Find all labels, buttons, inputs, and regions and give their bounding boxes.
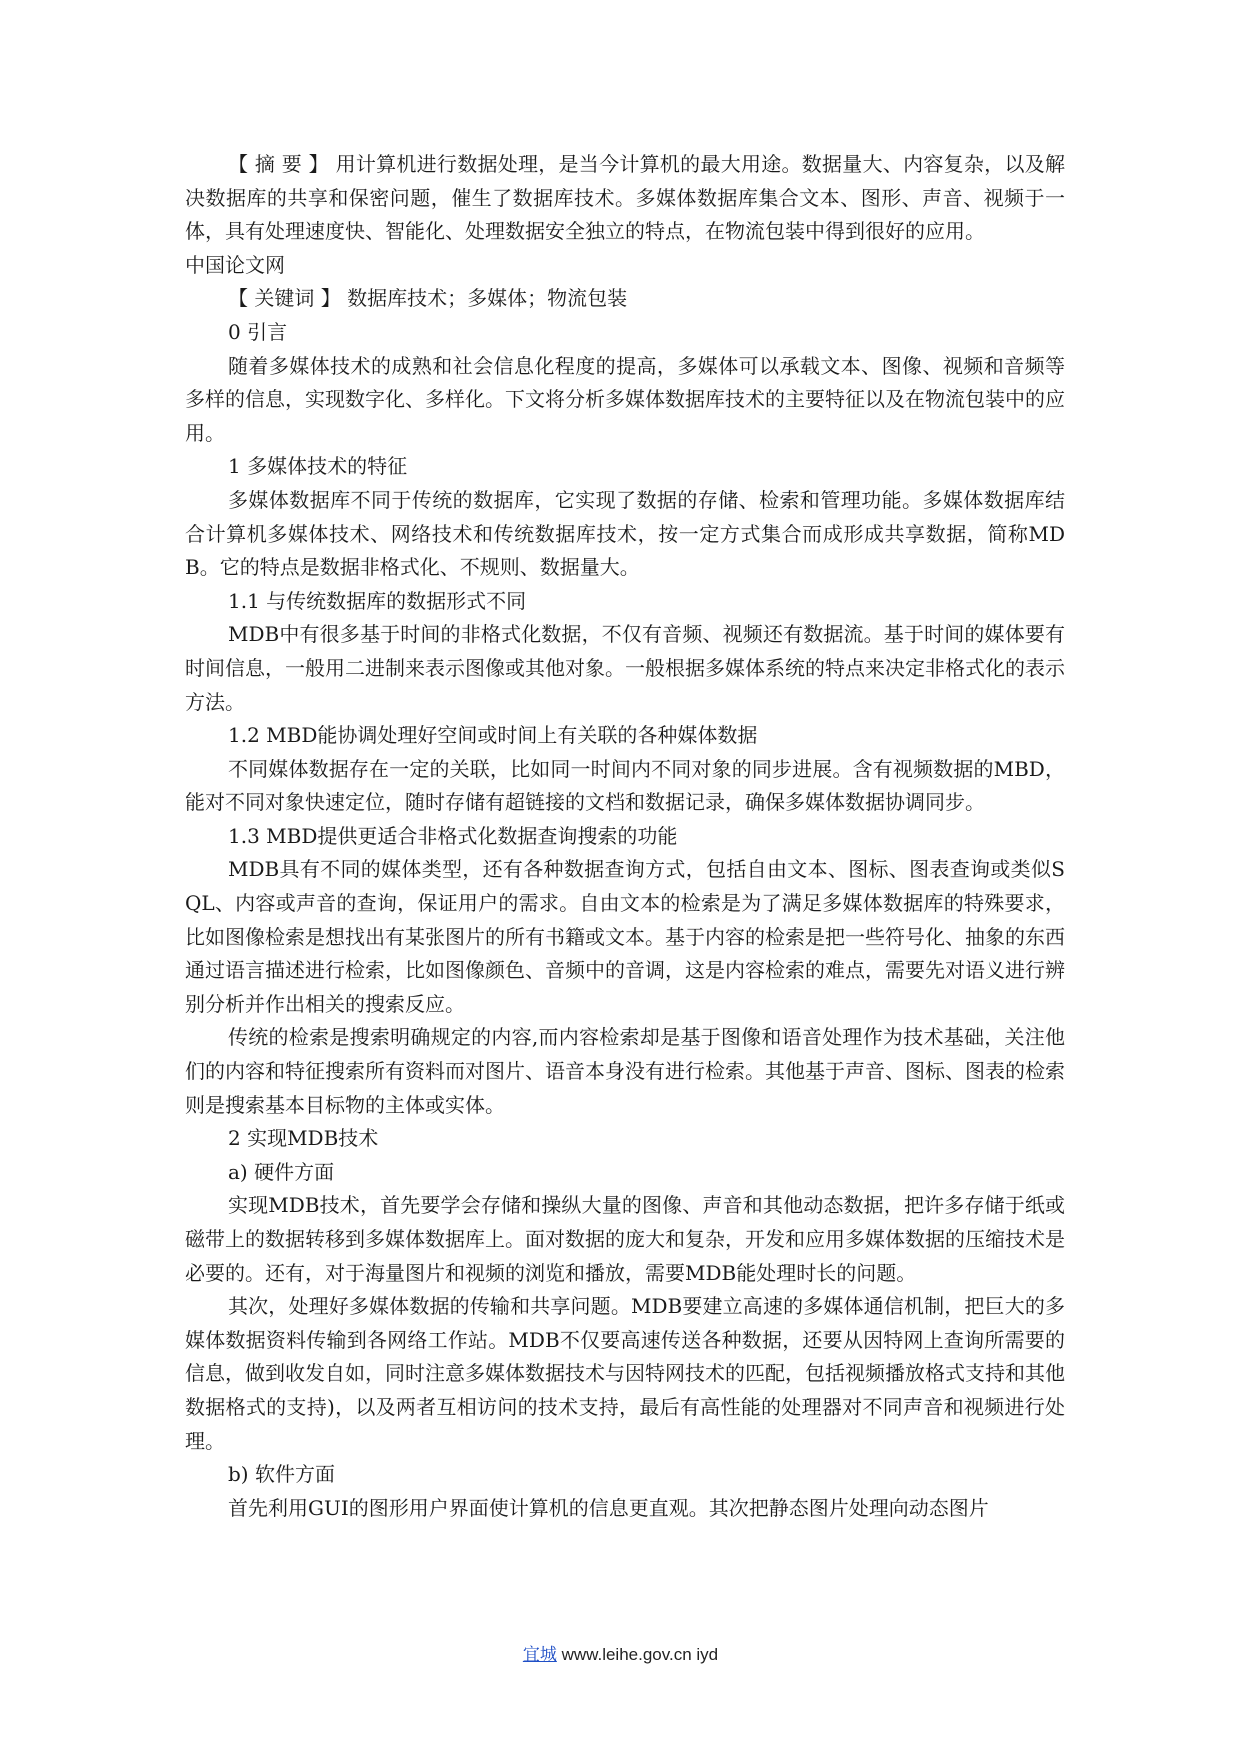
section-heading-1: 1 多媒体技术的特征 <box>228 454 408 479</box>
document-body <box>185 148 1065 1525</box>
page-footer <box>0 1640 1241 1665</box>
source-label: 中国论文网 <box>185 252 285 277</box>
keywords-paragraph: 【 关键词 】 数据库技术；多媒体；物流包装 <box>228 286 628 311</box>
body-paragraph: 多媒体数据库不同于传统的数据库，它实现了数据的存储、检索和管理功能。多媒体数据库结合计算机多媒体技术、网络技术和传统数据库技术，按一定方式集合而成形成共享数据，简称MDB。它的特点是数据非格式化、不规则、数据量大。 <box>185 487 1065 580</box>
body-paragraph: MDB具有不同的媒体类型，还有各种数据查询方式，包括自由文本、图标、图表查询或类似SQL、内容或声音的查询，保证用户的需求。自由文本的检索是为了满足多媒体数据库的特殊要求，比如图像检索是想找出有某张图片的所有书籍或文本。基于内容的检索是把一些符号化、抽象的东西通过语言描述进行检索，比如图像颜色、音频中的音调，这是内容检索的难点，需要先对语义进行辨别分析并作出相关的搜索反应。 <box>185 857 1065 1016</box>
section-heading-2: 2 实现MDB技术 <box>228 1126 379 1151</box>
body-paragraph: 传统的检索是搜索明确规定的内容,而内容检索却是基于图像和语音处理作为技术基础，关注他们的内容和特征搜索所有资料而对图片、语音本身没有进行检索。其他基于声音、图标、图表的检索则是搜索基本目标物的主体或实体。 <box>185 1025 1065 1117</box>
footer-site-link[interactable]: 宜城 <box>522 1645 557 1664</box>
abstract-paragraph: 【 摘 要 】 用计算机进行数据处理，是当今计算机的最大用途。数据量大、内容复杂，以及解决数据库的共享和保密问题，催生了数据库技术。多媒体数据库集合文本、图形、声音、视频于一体，具有处理速度快、智能化、处理数据安全独立的特点，在物流包装中得到很好的应用。 <box>185 152 1065 244</box>
subsection-heading-1-2: 1.2 MBD能协调处理好空间或时间上有关联的各种媒体数据 <box>228 723 758 748</box>
body-paragraph: 不同媒体数据存在一定的关联，比如同一时间内不同对象的同步进展。含有视频数据的MBD，能对不同对象快速定位，随时存储有超链接的文档和数据记录，确保多媒体数据协调同步。 <box>185 756 1065 815</box>
body-paragraph: 其次，处理好多媒体数据的传输和共享问题。MDB要建立高速的多媒体通信机制，把巨大的多媒体数据资料传输到各网络工作站。MDB不仅要高速传送各种数据，还要从因特网上查询所需要的信息，做到收发自如，同时注意多媒体数据技术与因特网技术的匹配，包括视频播放格式支持和其他数据格式的支持)，以及两者互相访问的技术支持，最后有高性能的处理器对不同声音和视频进行处理。 <box>185 1294 1065 1453</box>
body-paragraph: MDB中有很多基于时间的非格式化数据，不仅有音频、视频还有数据流。基于时间的媒体要有时间信息，一般用二进制来表示图像或其他对象。一般根据多媒体系统的特点来决定非格式化的表示方法。 <box>185 622 1065 714</box>
subsection-heading-1-3: 1.3 MBD提供更适合非格式化数据查询搜索的功能 <box>228 823 678 848</box>
footer-url-text: www.leihe.gov.cn iyd <box>556 1645 719 1664</box>
body-paragraph: 随着多媒体技术的成熟和社会信息化程度的提高，多媒体可以承载文本、图像、视频和音频等多样的信息，实现数字化、多样化。下文将分析多媒体数据库技术的主要特征以及在物流包装中的应用。 <box>185 353 1065 445</box>
subsection-heading-software: b) 软件方面 <box>228 1462 335 1487</box>
body-paragraph: 首先利用GUI的图形用户界面使计算机的信息更直观。其次把静态图片处理向动态图片 <box>228 1495 989 1520</box>
subsection-heading-1-1: 1.1 与传统数据库的数据形式不同 <box>228 588 527 613</box>
section-heading-intro: 0 引言 <box>228 319 288 344</box>
body-paragraph: 实现MDB技术，首先要学会存储和操纵大量的图像、声音和其他动态数据，把许多存储于纸或磁带上的数据转移到多媒体数据库上。面对数据的庞大和复杂，开发和应用多媒体数据的压缩技术是必要的。还有，对于海量图片和视频的浏览和播放，需要MDB能处理时长的问题。 <box>185 1193 1065 1285</box>
subsection-heading-hardware: a) 硬件方面 <box>228 1159 335 1184</box>
